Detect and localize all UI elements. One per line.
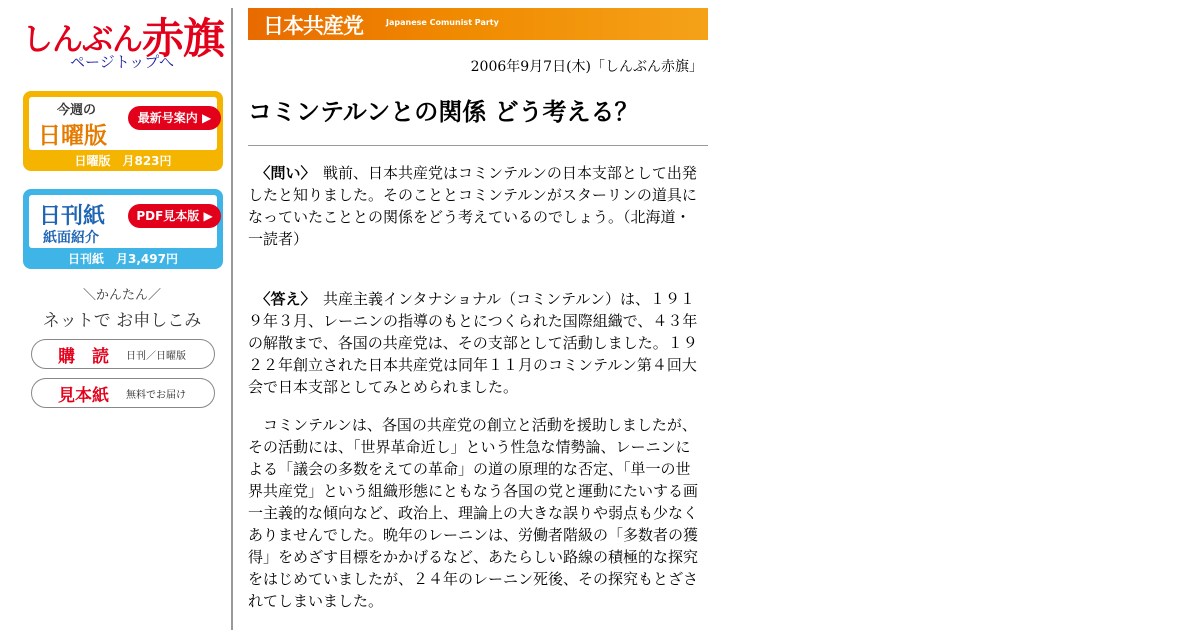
jcp-english-name: Japanese Comunist Party xyxy=(386,18,499,27)
online-apply-heading: ネットで お申しこみ xyxy=(42,311,202,331)
subscribe-button[interactable] xyxy=(31,339,215,369)
jcp-logo-text: 日本共産党 xyxy=(263,14,363,38)
subscribe-sub: 日刊／日曜版 xyxy=(126,351,186,362)
banner-small-text: 今週の xyxy=(57,103,97,118)
daily-edition-banner[interactable] xyxy=(23,189,223,269)
page-top-link[interactable]: ページトップへ xyxy=(70,53,174,71)
answer-paragraph-2 xyxy=(248,414,698,612)
banner-price: 日刊紙 月3,497円 xyxy=(68,252,178,266)
subscribe-label: 購 読 xyxy=(58,347,109,367)
sample-sub: 無料でお届け xyxy=(126,390,186,401)
answer-text-2: コミンテルンは、各国の共産党の創立と活動を援助しましたが、その活動には、「世界革命近し」という性急な情勢論、レーニンによる「議会の多数をえての革命」の道の原理的な否定、「単一の世界共産党」という組織形態にともなう各国の党と運動にたいする画一主義的な傾向など、政治上、理論上の大きな誤りや弱点も少なくありませんでした。晩年のレーニンは、労働者階級の「多数者の獲得」をめざす目標をかかげるなど、あたらしい路線の積極的な探究をはじめていましたが、２４年のレーニン死後、その探究もとざされてしまいました。 xyxy=(248,416,699,610)
question-label: 〈問い〉 xyxy=(263,164,309,182)
logo-hiragana: しんぶん xyxy=(22,22,142,58)
sunday-edition-banner[interactable] xyxy=(23,91,223,171)
banner-small-text: 紙面紹介 xyxy=(43,230,99,246)
question-paragraph xyxy=(248,162,698,250)
logo-kanji: 赤旗 xyxy=(142,14,225,63)
sample-label: 見本紙 xyxy=(58,386,109,406)
pdf-sample-button[interactable]: PDF見本版 ▶ xyxy=(128,204,221,228)
sidebar xyxy=(0,0,231,630)
title-divider xyxy=(248,145,708,146)
latest-issue-button[interactable]: 最新号案内 ▶ xyxy=(128,106,221,130)
sample-paper-button[interactable] xyxy=(31,378,215,408)
banner-big-text: 日曜版 xyxy=(38,123,107,149)
banner-big-text: 日刊紙 xyxy=(39,204,106,229)
banner-price: 日曜版 月823円 xyxy=(74,154,172,168)
dateline: 2006年9月7日(木)「しんぶん赤旗」 xyxy=(470,59,703,75)
answer-label: 〈答え〉 xyxy=(263,290,309,308)
vertical-divider xyxy=(231,8,233,630)
article-title: コミンテルンとの関係 どう考える？ xyxy=(248,98,639,126)
question-text: 戦前、日本共産党はコミンテルンの日本支部として出発したと知りました。そのこととコミンテルンがスターリンの道具になっていたこととの関係をどう考えているのでしょう。（北海道・一読者） xyxy=(248,164,697,248)
answer-text: 共産主義インタナショナル（コミンテルン）は、１９１９年３月、レーニンの指導のもとにつくられた国際組織で、４３年の解散まで、各国の共産党は、その支部として活動しました。１９２２年創立された日本共産党は同年１１月のコミンテルン第４回大会で日本支部としてみとめられました。 xyxy=(248,290,698,396)
answer-paragraph xyxy=(248,288,698,398)
jcp-header-banner[interactable] xyxy=(248,8,708,40)
easy-label: ＼かんたん／ xyxy=(82,288,161,303)
